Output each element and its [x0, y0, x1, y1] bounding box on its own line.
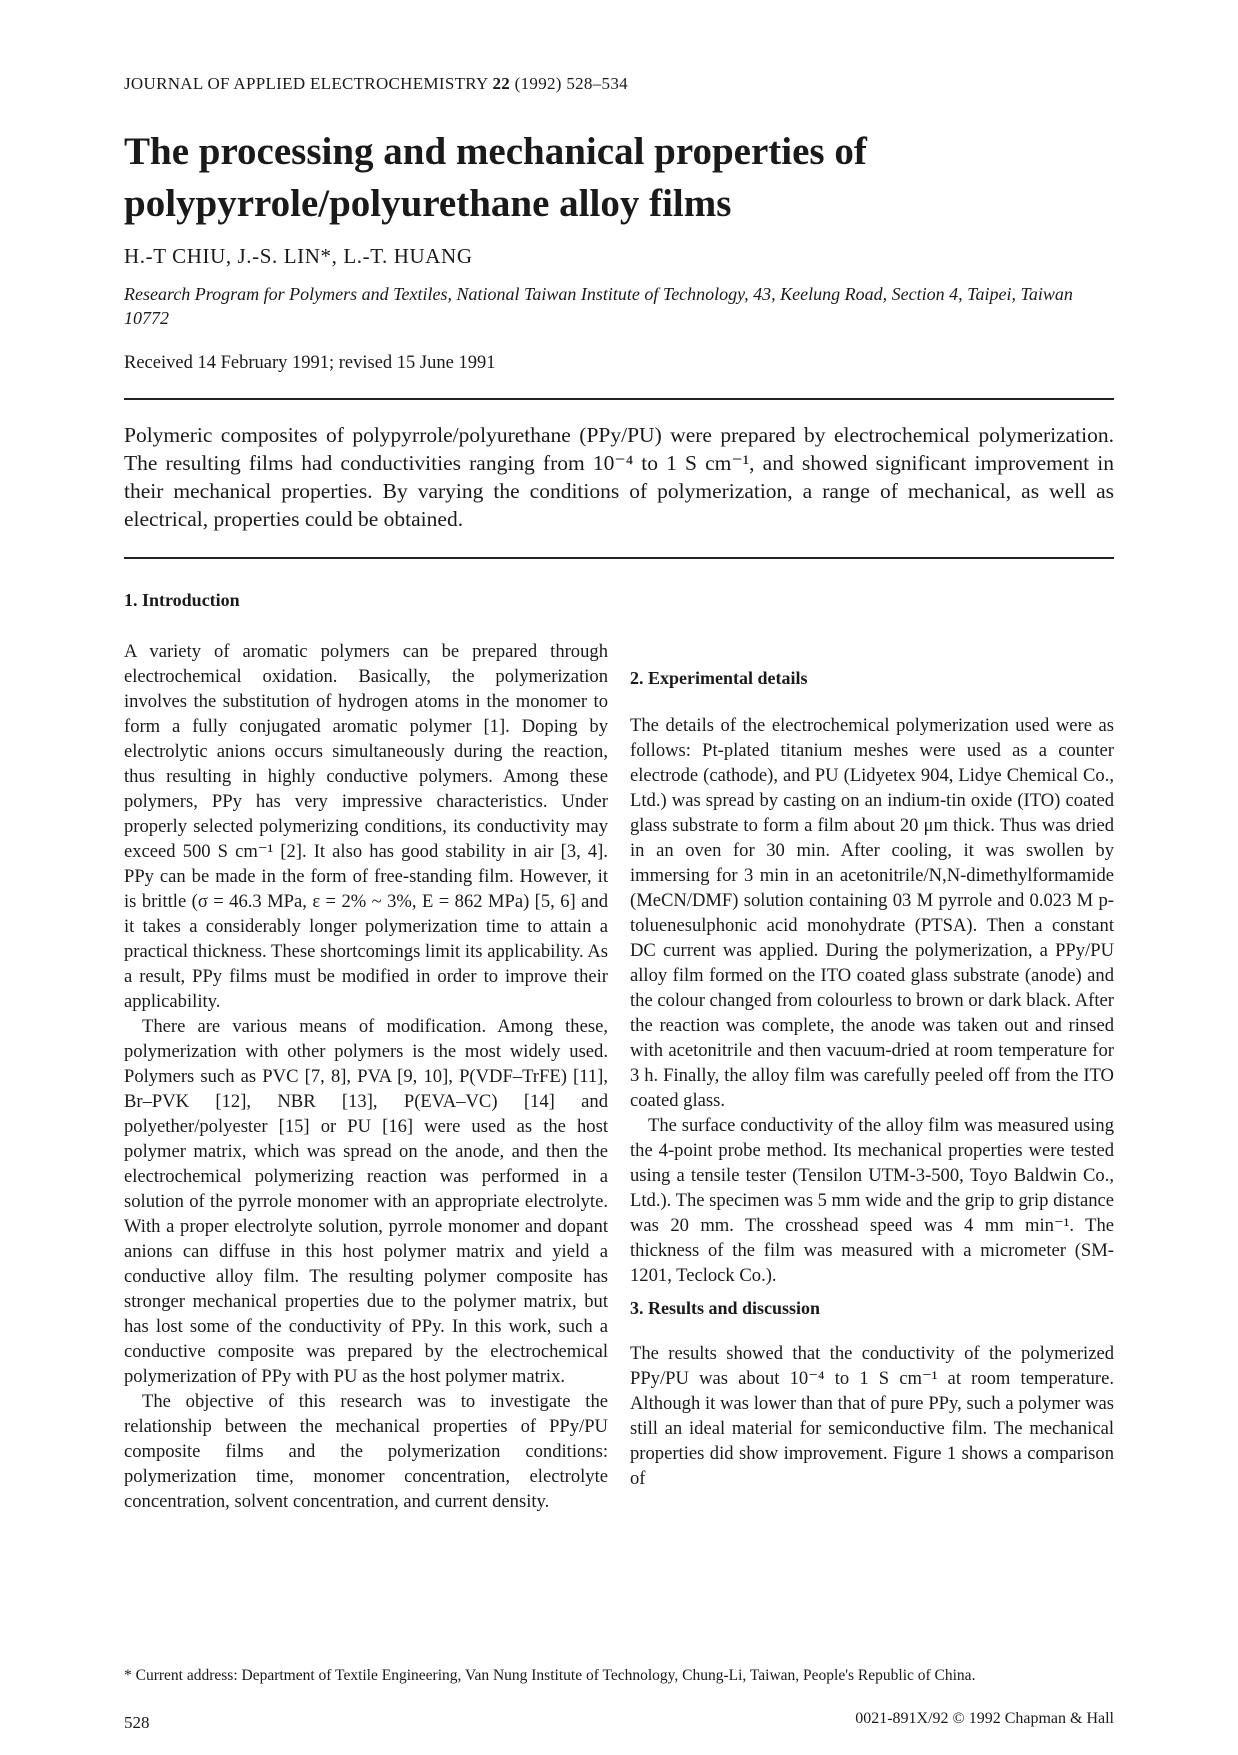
intro-paragraph-3: The objective of this research was to investigate the relationship between the mechanical properties of PPy/PU composite films and the polymerization conditions: polymerization time, monomer concentration, electrolyte concentration, solvent concentration, and current density.: [124, 1391, 608, 1512]
experimental-paragraph-1: The details of the electrochemical polymerization used were as follows: Pt-plated titanium meshes were used as a counter electrode (cathode), and PU (Lidyetex 904, Lidye Chemical Co., Ltd.) was spread by casting on an indium-tin oxide (ITO) coated glass substrate to form a film about 20 μm thick. Thus was dried in an oven for 30 min. After cooling, it was swollen by immersing for 3 min in an acetonitrile/N,N-dimethylformamide (MeCN/DMF) solution containing 03 M pyrrole and 0.023 M p-toluenesulphonic acid monohydrate (PTSA). Then a constant DC current was applied. During the polymerization, a PPy/PU alloy film formed on the ITO coated glass substrate (anode) and the colour changed from colourless to brown or dark black. After the reaction was complete, the anode was taken out and rinsed with acetonitrile and then vacuum-dried at room temperature for 3 h. Finally, the alloy film was carefully peeled off from the ITO coated glass.: [630, 715, 1114, 1111]
results-paragraph-1: The results showed that the conductivity of the polymerized PPy/PU was about 10⁻⁴ to 1 S cm⁻¹ at room temperature. Although it was lower than that of pure PPy, such a polymer was still an ideal material for semiconductive film. The mechanical properties did show improvement. Figure 1 shows a comparison of: [630, 1343, 1114, 1489]
paper-title: The processing and mechanical properties of polypyrrole/polyurethane alloy films: [124, 130, 867, 225]
right-column: [630, 588, 1114, 1491]
left-column: [124, 588, 608, 1514]
affiliation: Research Program for Polymers and Textiles, National Taiwan Institute of Technology, 43, Keelung Road, Section 4, Taipei, Taiwan 10772: [124, 284, 1073, 328]
journal-name: JOURNAL OF APPLIED ELECTROCHEMISTRY: [124, 74, 488, 93]
journal-header: [124, 74, 628, 94]
received-date: Received 14 February 1991; revised 15 June 1991: [124, 353, 496, 373]
footnote: * Current address: Department of Textile Engineering, Van Nung Institute of Technology, Chung-Li, Taiwan, People's Republic of China.: [124, 1667, 976, 1684]
results-heading: 3. Results and discussion: [630, 1298, 821, 1318]
experimental-paragraph-2: The surface conductivity of the alloy film was measured using the 4-point probe method. Its mechanical properties were tested using a tensile tester (Tensilon UTM-3-500, Toyo Baldwin Co., Ltd.). The specimen was 5 mm wide and the grip to grip distance was 20 mm. The crosshead speed was 4 mm min⁻¹. The thickness of the film was measured with a micrometer (SM-1201, Teclock Co.).: [630, 1115, 1115, 1286]
top-divider: [124, 398, 1114, 400]
authors: H.-T CHIU, J.-S. LIN*, L.-T. HUANG: [124, 244, 473, 268]
abstract-divider: [124, 557, 1114, 559]
page-number: 528: [124, 1713, 150, 1732]
journal-volume: 22: [492, 74, 511, 93]
abstract: Polymeric composites of polypyrrole/polyurethane (PPy/PU) were prepared by electrochemical polymerization. The resulting films had conductivities ranging from 10⁻⁴ to 1 S cm⁻¹, and showed significant improvement in their mechanical properties. By varying the conditions of polymerization, a range of mechanical, as well as electrical, properties could be obtained.: [124, 423, 1114, 531]
intro-paragraph-2: There are various means of modification. Among these, polymerization with other polymers is the most widely used. Polymers such as PVC [7, 8], PVA [9, 10], P(VDF–TrFE) [11], Br–PVK [12], NBR [13], P(EVA–VC) [14] and polyether/polyester [15] or PU [16] were used as the host polymer matrix, which was spread on the anode, and then the electrochemical polymerizing reaction was performed in a solution of the pyrrole monomer with an appropriate electrolyte. With a proper electrolyte solution, pyrrole monomer and dopant anions can diffuse in this host polymer matrix and yield a conductive alloy film. The resulting polymer composite has stronger mechanical properties due to the polymer matrix, but has lost some of the conductivity of PPy. In this work, such a conductive composite was prepared by the electrochemical polymerization of PPy with PU as the host polymer matrix.: [124, 1016, 608, 1387]
intro-paragraph-1: A variety of aromatic polymers can be prepared through electrochemical oxidation. Basically, the polymerization involves the substitution of hydrogen atoms in the monomer to form a fully conjugated aromatic polymer [1]. Doping by electrolytic anions occurs simultaneously during the reaction, thus resulting in highly conductive polymers. Among these polymers, PPy has very impressive characteristics. Under properly selected polymerizing conditions, its conductivity may exceed 500 S cm⁻¹ [2]. It also has good stability in air [3, 4]. PPy can be made in the form of free-standing film. However, it is brittle (σ = 46.3 MPa, ε = 2% ~ 3%, E = 862 MPa) [5, 6] and it takes a considerably longer polymerization time to attain a practical thickness. These shortcomings limit its applicability. As a result, PPy films must be modified in order to improve their applicability.: [124, 641, 608, 1012]
issn-copyright: 0021-891X/92 © 1992 Chapman & Hall: [855, 1710, 1114, 1727]
journal-year-pages: (1992) 528–534: [514, 74, 628, 93]
intro-heading: 1. Introduction: [124, 590, 240, 610]
experimental-heading: 2. Experimental details: [630, 668, 808, 688]
